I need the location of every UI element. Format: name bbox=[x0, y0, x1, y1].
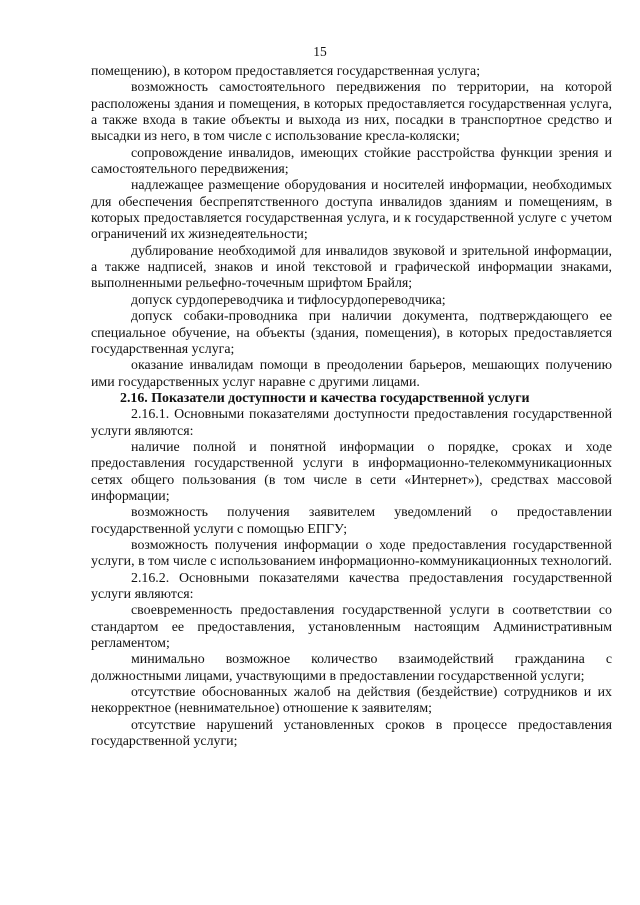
paragraph-guide-dog: допуск собаки-проводника при наличии документа, подтверждающего ее специальное обучение, на объекты (здания, помещения), в которых предоставляется государственная услуга; bbox=[91, 309, 612, 357]
paragraph-mobility: возможность самостоятельного передвижения по территории, на которой расположены здания и помещения, в которых предоставляется государственная услуга, а также входа в такие объекты и выхода из них, посадки в транспортное средство и высадки из него, в том числе с использование кресла-коляски; bbox=[91, 80, 612, 145]
paragraph-2-16-1-intro: 2.16.1. Основными показателями доступности предоставления государственной bbox=[131, 407, 612, 423]
paragraph-2-16-2-intro: 2.16.2. Основными показателями качества предоставления государственной услуги являются: bbox=[91, 570, 612, 602]
paragraph-no-complaints: отсутствие обоснованных жалоб на действия (бездействие) сотрудников и их некорректное (невнимательное) отношение к заявителям; bbox=[91, 685, 612, 717]
section-heading-2-16: 2.16. Показатели доступности и качества государственной услуги bbox=[120, 390, 530, 406]
page-number: 15 bbox=[313, 44, 327, 59]
paragraph-no-deadline-violations: отсутствие нарушений установленных сроков в процессе предоставления государственной услуги; bbox=[91, 717, 612, 750]
paragraph-2-16-1-intro-end: услуги являются: bbox=[91, 423, 194, 439]
paragraph-information-availability: наличие полной и понятной информации о порядке, сроках и ходе предоставления государственной услуги в информационно-телекоммуникационных сетях общего пользования (в том числе в сети «Интернет»), средствах массовой информации; bbox=[91, 439, 612, 504]
paragraph-sign-interpreter: допуск сурдопереводчика и тифлосурдопереводчика; bbox=[131, 292, 446, 308]
paragraph-continuation: помещению), в котором предоставляется государственная услуга; bbox=[91, 64, 481, 79]
paragraph-minimal-interactions: минимально возможное количество взаимодействий гражданина с должностными лицами, участвующими в предоставлении государственной услуги; bbox=[91, 652, 612, 684]
paragraph-barrier-assistance: оказание инвалидам помощи в преодолении барьеров, мешающих получению ими государственных услуг наравне с другими лицами. bbox=[91, 358, 612, 390]
paragraph-braille-duplication: дублирование необходимой для инвалидов звуковой и зрительной информации, а также надписей, знаков и иной текстовой и графической информации знаками, выполненными рельефно-точечным шрифтом Брайля; bbox=[91, 243, 612, 292]
document-body bbox=[91, 64, 612, 750]
paragraph-notifications-epgu: возможность получения заявителем уведомлений о предоставлении государственной услуги с помощью ЕПГУ; bbox=[91, 505, 612, 537]
paragraph-progress-information: возможность получения информации о ходе предоставления государственной услуги, в том числе с использованием информационно-коммуникационных технологий. bbox=[91, 537, 612, 570]
paragraph-equipment-placement: надлежащее размещение оборудования и носителей информации, необходимых для обеспечения беспрепятственного доступа инвалидов зданиям и помещениям, в которых предоставляется государственная услуга, и к государственной услуге с учетом ограничений их жизнедеятельности; bbox=[91, 178, 612, 243]
paragraph-timeliness: своевременность предоставления государственной услуги в соответствии со стандартом ее предоставления, установленным настоящим Административным регламентом; bbox=[91, 603, 612, 652]
paragraph-escort: сопровождение инвалидов, имеющих стойкие расстройства функции зрения и самостоятельного передвижения; bbox=[91, 145, 612, 178]
